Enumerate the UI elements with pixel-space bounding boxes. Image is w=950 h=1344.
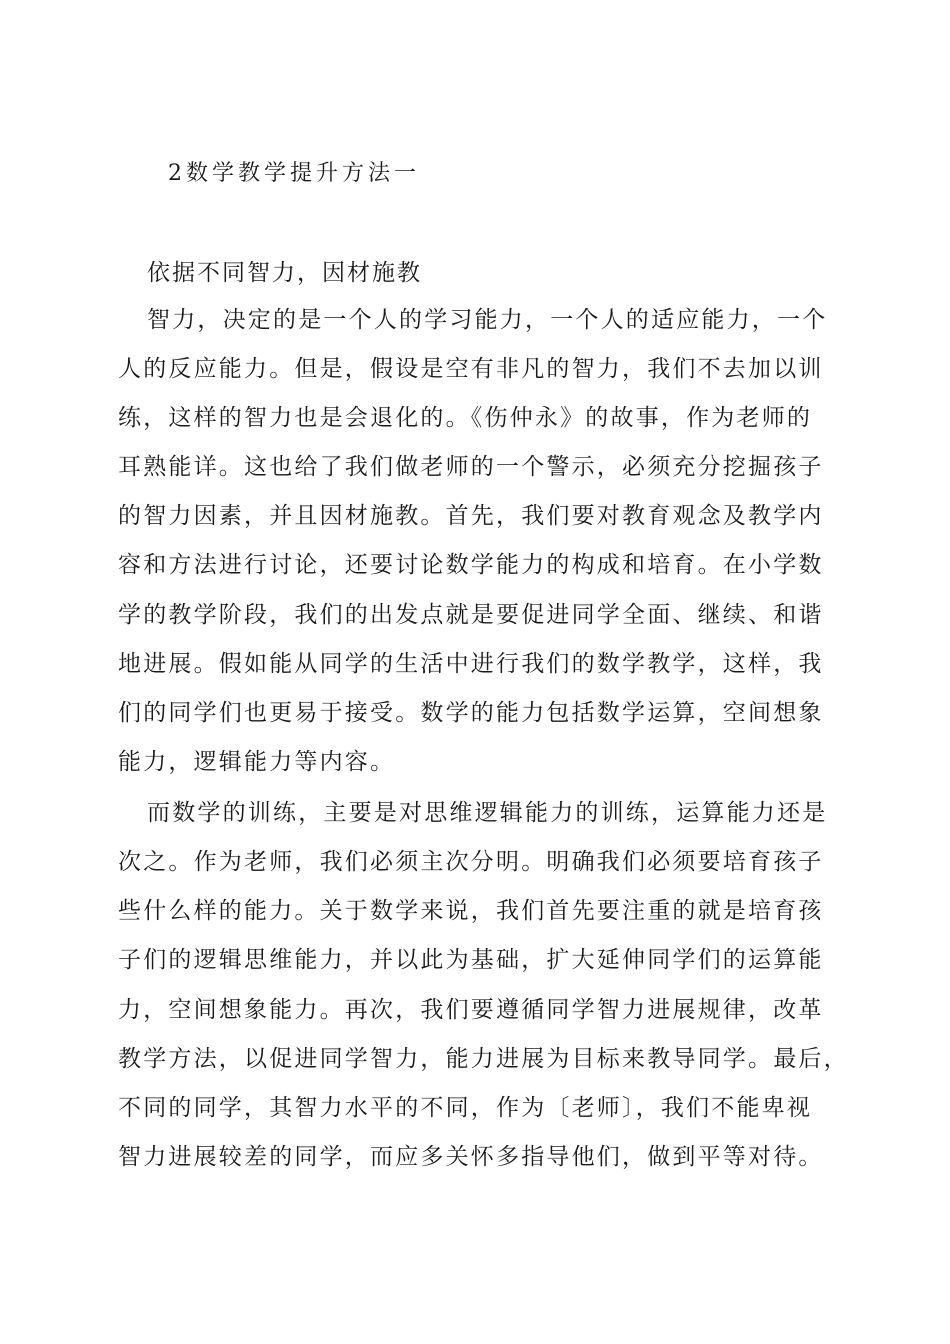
paragraph-line: 次之。作为老师，我们必须主次分明。明确我们必须要培育孩子	[118, 849, 824, 875]
paragraph-line: 智力进展较差的同学，而应多关怀多指导他们，做到平等对待。	[118, 1144, 824, 1170]
paragraph-line: 些什么样的能力。关于数学来说，我们首先要注重的就是培育孩	[118, 898, 824, 924]
paragraph-line: 们的同学们也更易于接受。数学的能力包括数学运算，空间想象	[118, 700, 824, 726]
paragraph-line: 而数学的训练，主要是对思维逻辑能力的训练，运算能力还是	[147, 800, 828, 826]
paragraph-line: 子们的逻辑思维能力，并以此为基础，扩大延伸同学们的运算能	[118, 947, 824, 973]
page-title: 2数学教学提升方法一	[168, 161, 420, 186]
paragraph-line: 地进展。假如能从同学的生活中进行我们的数学教学，这样，我	[118, 651, 824, 677]
paragraph-line: 教学方法，以促进同学智力，能力进展为目标来教导同学。最后，	[118, 1046, 849, 1072]
paragraph-line: 容和方法进行讨论，还要讨论数学能力的构成和培育。在小学数	[118, 552, 824, 578]
paragraph-line: 学的教学阶段，我们的出发点就是要促进同学全面、继续、和谐	[118, 602, 824, 628]
paragraph-line: 的智力因素，并且因材施教。首先，我们要对教育观念及教学内	[118, 503, 824, 529]
paragraph-line: 练，这样的智力也是会退化的。《伤仲永》的故事，作为老师的	[118, 405, 813, 431]
paragraph-line: 智力，决定的是一个人的学习能力，一个人的适应能力，一个	[147, 307, 828, 333]
paragraph-line: 力，空间想象能力。再次，我们要遵循同学智力进展规律，改革	[118, 997, 824, 1023]
section-heading: 依据不同智力，因材施教	[147, 260, 422, 286]
paragraph-line: 耳熟能详。这也给了我们做老师的一个警示，必须充分挖掘孩子	[118, 454, 824, 480]
paragraph-line: 不同的同学，其智力水平的不同，作为〔老师〕，我们不能卑视	[118, 1095, 813, 1121]
paragraph-line: 能力，逻辑能力等内容。	[118, 749, 396, 775]
paragraph-line: 人的反应能力。但是，假设是空有非凡的智力，我们不去加以训	[118, 356, 824, 382]
